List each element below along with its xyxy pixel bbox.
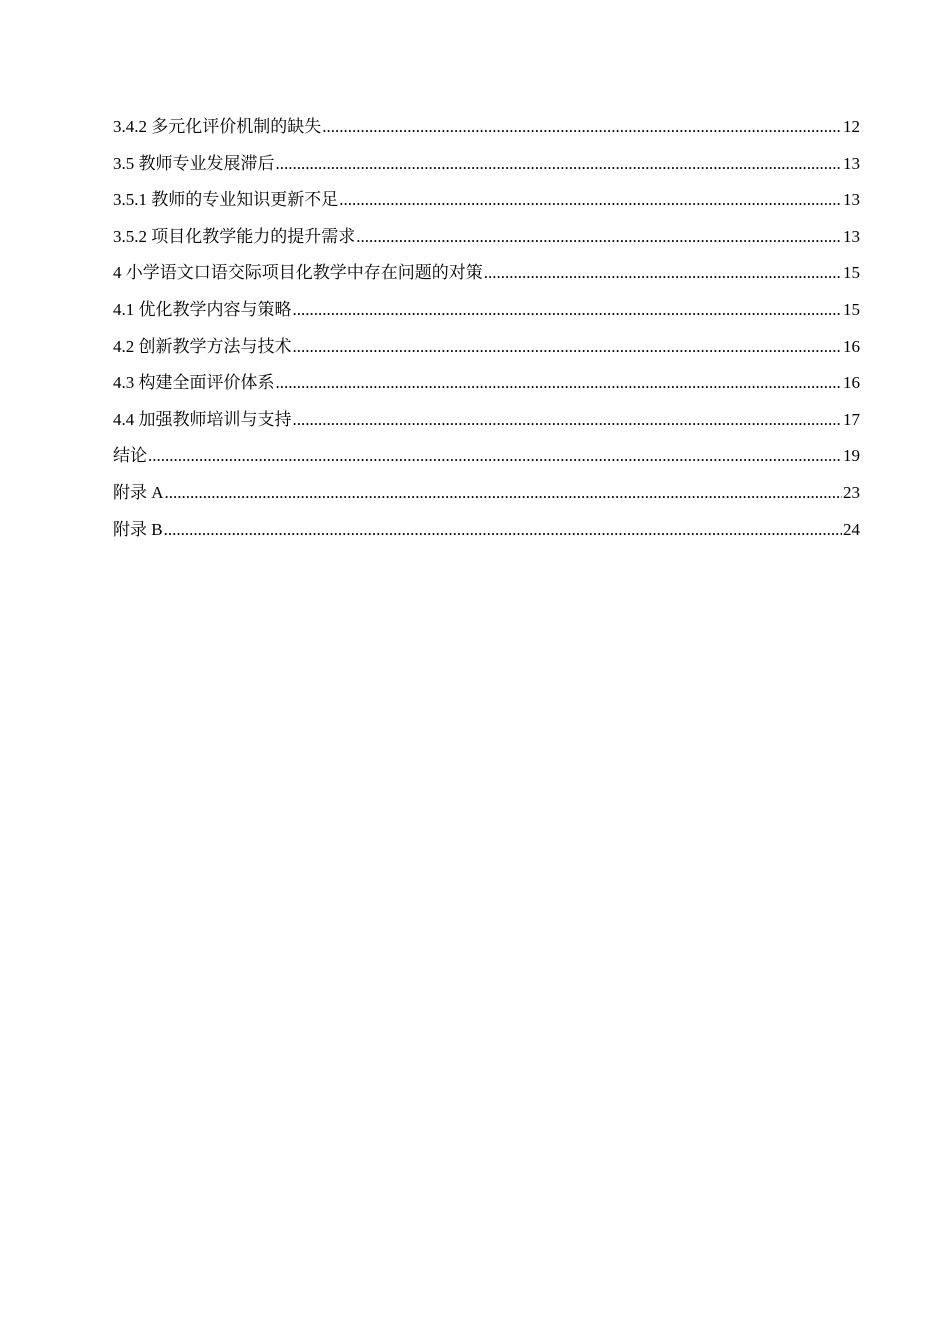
toc-entry-title: 4.1 优化教学内容与策略 — [113, 299, 292, 319]
toc-entry-title: 4.3 构建全面评价体系 — [113, 373, 275, 393]
toc-entry-title: 3.5.2 项目化教学能力的提升需求 — [113, 226, 356, 246]
toc-entry-page: 13 — [843, 226, 860, 246]
toc-dot-leader — [148, 442, 842, 470]
toc-dot-leader — [293, 406, 843, 434]
toc-entry-title: 附录 B — [113, 519, 163, 539]
toc-entry-title: 4 小学语文口语交际项目化教学中存在问题的对策 — [113, 263, 483, 283]
toc-dot-leader — [276, 150, 843, 178]
toc-dot-leader — [276, 369, 843, 397]
toc-entry-conclusion[interactable] — [113, 442, 860, 479]
toc-entry-4-3[interactable] — [113, 369, 860, 406]
toc-entry-3-5[interactable] — [113, 150, 860, 187]
toc-dot-leader — [484, 259, 842, 287]
toc-entry-title: 3.5.1 教师的专业知识更新不足 — [113, 190, 339, 210]
toc-entry-page: 15 — [843, 299, 860, 319]
toc-dot-leader — [293, 296, 843, 324]
toc-entry-page: 23 — [843, 482, 860, 502]
toc-entry-4-2[interactable] — [113, 333, 860, 370]
toc-entry-page: 13 — [843, 190, 860, 210]
toc-entry-page: 15 — [843, 263, 860, 283]
toc-dot-leader — [322, 113, 842, 141]
toc-entry-page: 13 — [843, 153, 860, 173]
toc-dot-leader — [293, 333, 843, 361]
toc-entry-3-5-1[interactable] — [113, 186, 860, 223]
toc-entry-page: 16 — [843, 373, 860, 393]
toc-entry-title: 结论 — [113, 446, 147, 466]
toc-dot-leader — [164, 516, 842, 544]
toc-entry-4-4[interactable] — [113, 406, 860, 443]
toc-entry-title: 3.4.2 多元化评价机制的缺失 — [113, 117, 322, 136]
toc-entry-3-4-2[interactable] — [113, 113, 860, 150]
table-of-contents — [113, 113, 860, 552]
toc-entry-title: 4.4 加强教师培训与支持 — [113, 409, 292, 429]
toc-entry-page: 24 — [843, 519, 860, 539]
toc-entry-page: 17 — [843, 409, 860, 429]
toc-entry-appendix-b[interactable] — [113, 516, 860, 553]
toc-dot-leader — [339, 186, 842, 214]
toc-entry-4[interactable] — [113, 259, 860, 296]
toc-entry-3-5-2[interactable] — [113, 223, 860, 260]
toc-entry-page: 19 — [843, 446, 860, 466]
toc-entry-appendix-a[interactable] — [113, 479, 860, 516]
toc-dot-leader — [356, 223, 842, 251]
toc-entry-page: 12 — [843, 117, 860, 136]
toc-entry-4-1[interactable] — [113, 296, 860, 333]
toc-entry-page: 16 — [843, 336, 860, 356]
toc-entry-title: 4.2 创新教学方法与技术 — [113, 336, 292, 356]
toc-entry-title: 3.5 教师专业发展滞后 — [113, 153, 275, 173]
toc-dot-leader — [165, 479, 842, 507]
toc-entry-title: 附录 A — [113, 482, 164, 502]
